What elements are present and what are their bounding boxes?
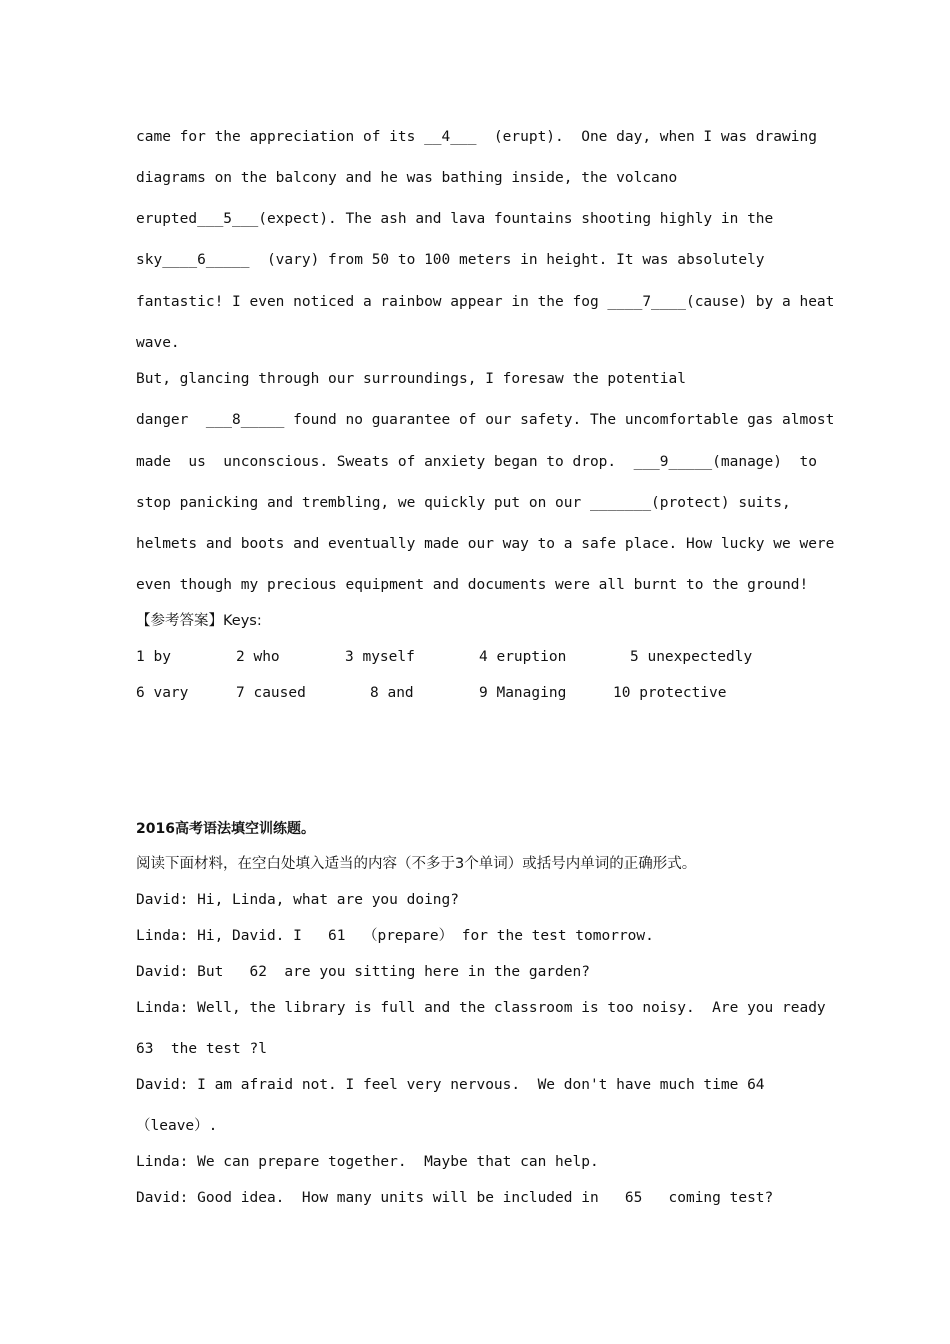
section-title: 2016高考语法填空训练题。 xyxy=(136,821,315,837)
dialogue-line: David: I am afraid not. I feel very nervous. We don't have much time 64 xyxy=(136,1077,765,1093)
passage-line: danger ___8_____ found no guarantee of our safety. The uncomfortable gas almost xyxy=(136,412,835,428)
dialogue-line: Linda: Well, the library is full and the classroom is too noisy. Are you ready xyxy=(136,1000,826,1016)
section-instruction: 阅读下面材料，在空白处填入适当的内容（不多于3个单词）或括号内单词的正确形式。 xyxy=(136,856,697,872)
dialogue-line: Linda: We can prepare together. Maybe that can help. xyxy=(136,1154,599,1170)
answer-item: 2 who xyxy=(236,649,280,665)
dialogue-line: David: Good idea. How many units will be included in 65 coming test? xyxy=(136,1190,774,1206)
answer-item: 10 protective xyxy=(613,685,727,701)
passage-line: made us unconscious. Sweats of anxiety began to drop. ___9_____(manage) to xyxy=(136,454,817,470)
passage-line: helmets and boots and eventually made our way to a safe place. How lucky we were xyxy=(136,536,835,552)
dialogue-line: David: But 62 are you sitting here in the garden? xyxy=(136,964,590,980)
answer-item: 9 Managing xyxy=(479,685,567,701)
passage-line: diagrams on the balcony and he was bathing inside, the volcano xyxy=(136,170,678,186)
answer-item: 8 and xyxy=(370,685,414,701)
dialogue-line: （leave）. xyxy=(136,1118,218,1134)
answer-item: 5 unexpectedly xyxy=(630,649,753,665)
answer-heading: 【参考答案】Keys: xyxy=(136,613,262,629)
passage-line: erupted___5___(expect). The ash and lava fountains shooting highly in the xyxy=(136,211,774,227)
passage-line: sky____6_____ (vary) from 50 to 100 meters in height. It was absolutely xyxy=(136,252,765,268)
answer-item: 3 myself xyxy=(345,649,415,665)
answer-row-2 xyxy=(136,683,727,823)
answer-item: 7 caused xyxy=(236,685,306,701)
passage-line: stop panicking and trembling, we quickly put on our _______(protect) suits, xyxy=(136,495,791,511)
dialogue-line: David: Hi, Linda, what are you doing? xyxy=(136,892,460,908)
answer-item: 6 vary xyxy=(136,685,189,701)
answer-item: 1 by xyxy=(136,649,171,665)
dialogue-line: 63 the test ?l xyxy=(136,1041,267,1057)
passage-line: wave. xyxy=(136,335,180,351)
answer-item: 4 eruption xyxy=(479,649,567,665)
passage-line: came for the appreciation of its __4___ (erupt). One day, when I was drawing xyxy=(136,129,817,145)
passage-line: even though my precious equipment and documents were all burnt to the ground! xyxy=(136,577,809,593)
passage-line: fantastic! I even noticed a rainbow appear in the fog ____7____(cause) by a heat xyxy=(136,294,835,310)
passage-line: But, glancing through our surroundings, I foresaw the potential xyxy=(136,371,686,387)
dialogue-line: Linda: Hi, David. I 61 （prepare） for the test tomorrow. xyxy=(136,928,654,944)
